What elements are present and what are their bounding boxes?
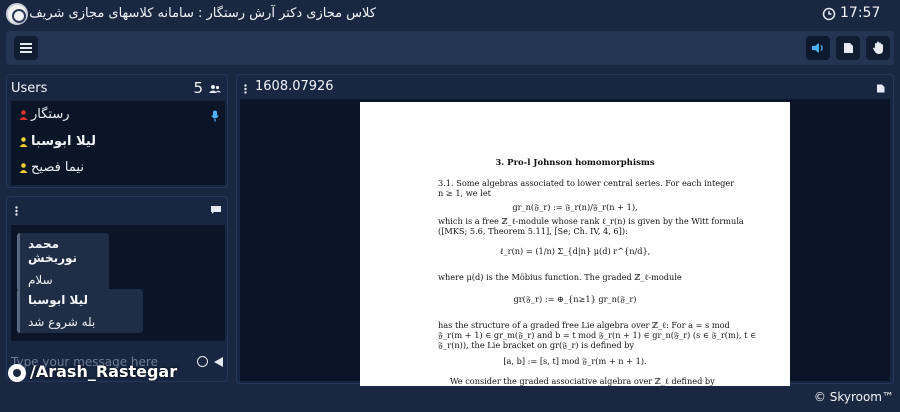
text-line: 𝔉_r(n)), the Lie bracket on gr(𝔉_r) is defined by [438,340,635,350]
text-line: which is a free ℤ_ℓ-module whose rank ℓ_r(n) is given by the Witt formula [438,216,744,226]
film-reel-icon [8,364,26,382]
message-text: سلام [28,273,53,287]
toolbar [6,31,894,65]
page-icon[interactable] [836,36,860,60]
equation: gr_n(𝔉_r) := 𝔉_r(n)/𝔉_r(n + 1), [512,202,638,212]
message-text: بله شروع شد [28,315,96,329]
users-count: 5 [193,79,203,97]
users-header: Users [11,81,48,96]
message-sender: محمد نوربخش [28,237,78,265]
equation: [a, b] := [s, t] mod 𝔉_r(m + n + 1). [503,356,647,366]
page-icon[interactable] [876,84,885,93]
user-name: نیما فصیح [31,160,84,175]
text-line: 3.1. Some algebras associated to lower central series. For each integer [438,178,735,188]
text-line: 𝔉_r(m + 1) ∈ gr_m(𝔉_r) and b = t mod 𝔉_r(n + 1) ∈ gr_n(𝔉_r) (s ∈ 𝔉_r(m), t ∈ [438,330,757,340]
kebab-menu-icon[interactable] [15,206,18,216]
kebab-menu-icon[interactable] [244,84,247,94]
user-icon [19,137,28,147]
clock-time: 17:57 [840,5,881,21]
document-title: 1608.07926 [255,79,334,94]
text-line: where μ(d) is the Möbius function. The graded ℤ_ℓ-module [438,272,682,282]
speaker-icon[interactable] [806,36,830,60]
message-sender: لیلا ابوسبا [28,293,89,307]
chat-icon [211,206,221,214]
text-line: We consider the graded associative algebra over ℤ_ℓ defined by [450,376,715,386]
sharif-logo-icon [6,3,28,25]
equation: gr(𝔉_r) := ⊕_{n≥1} gr_n(𝔉_r) [513,294,637,304]
clock-icon [822,7,836,21]
raise-hand-icon[interactable] [866,36,890,60]
user-row[interactable] [11,130,225,154]
section-heading: 3. Pro-l Johnson homomorphisms [495,158,655,168]
hamburger-icon[interactable] [14,36,38,60]
text-line: has the structure of a graded free Lie algebra over ℤ_ℓ: For a = s mod [438,320,730,330]
app-title: کلاس مجازی دکتر آرش رستگار : سامانه کلاسهای مجازی شریف [29,6,376,21]
chat-panel [6,196,228,382]
chat-message [17,233,109,291]
send-icon[interactable] [214,357,223,367]
chat-messages [11,225,225,341]
document-panel [236,74,894,384]
title-bar [0,0,900,28]
emoji-icon[interactable] [197,356,208,367]
footer-brand: © Skyroom™ [813,390,894,404]
user-row[interactable] [11,156,225,180]
user-icon [19,110,28,120]
user-icon [19,163,28,173]
document-viewer[interactable] [240,99,890,386]
watermark: /Arash_Rastegar [30,362,178,381]
people-icon [209,84,221,94]
user-row[interactable] [11,103,225,127]
text-line: n ≥ 1, we let [438,188,491,198]
microphone-icon[interactable] [211,110,219,122]
user-name: رستگار [31,107,70,122]
chat-message [17,289,143,333]
users-panel [6,74,228,188]
equation: ℓ_r(n) = (1/n) Σ_{d|n} μ(d) r^{n/d}, [499,246,651,256]
users-list [11,101,225,185]
text-line: ([MKS; 5.6, Theorem 5.11], [Se; Ch. IV, 4, 6]): [438,226,628,236]
pdf-page [360,102,790,386]
user-name: لیلا ابوسبا [31,134,97,149]
